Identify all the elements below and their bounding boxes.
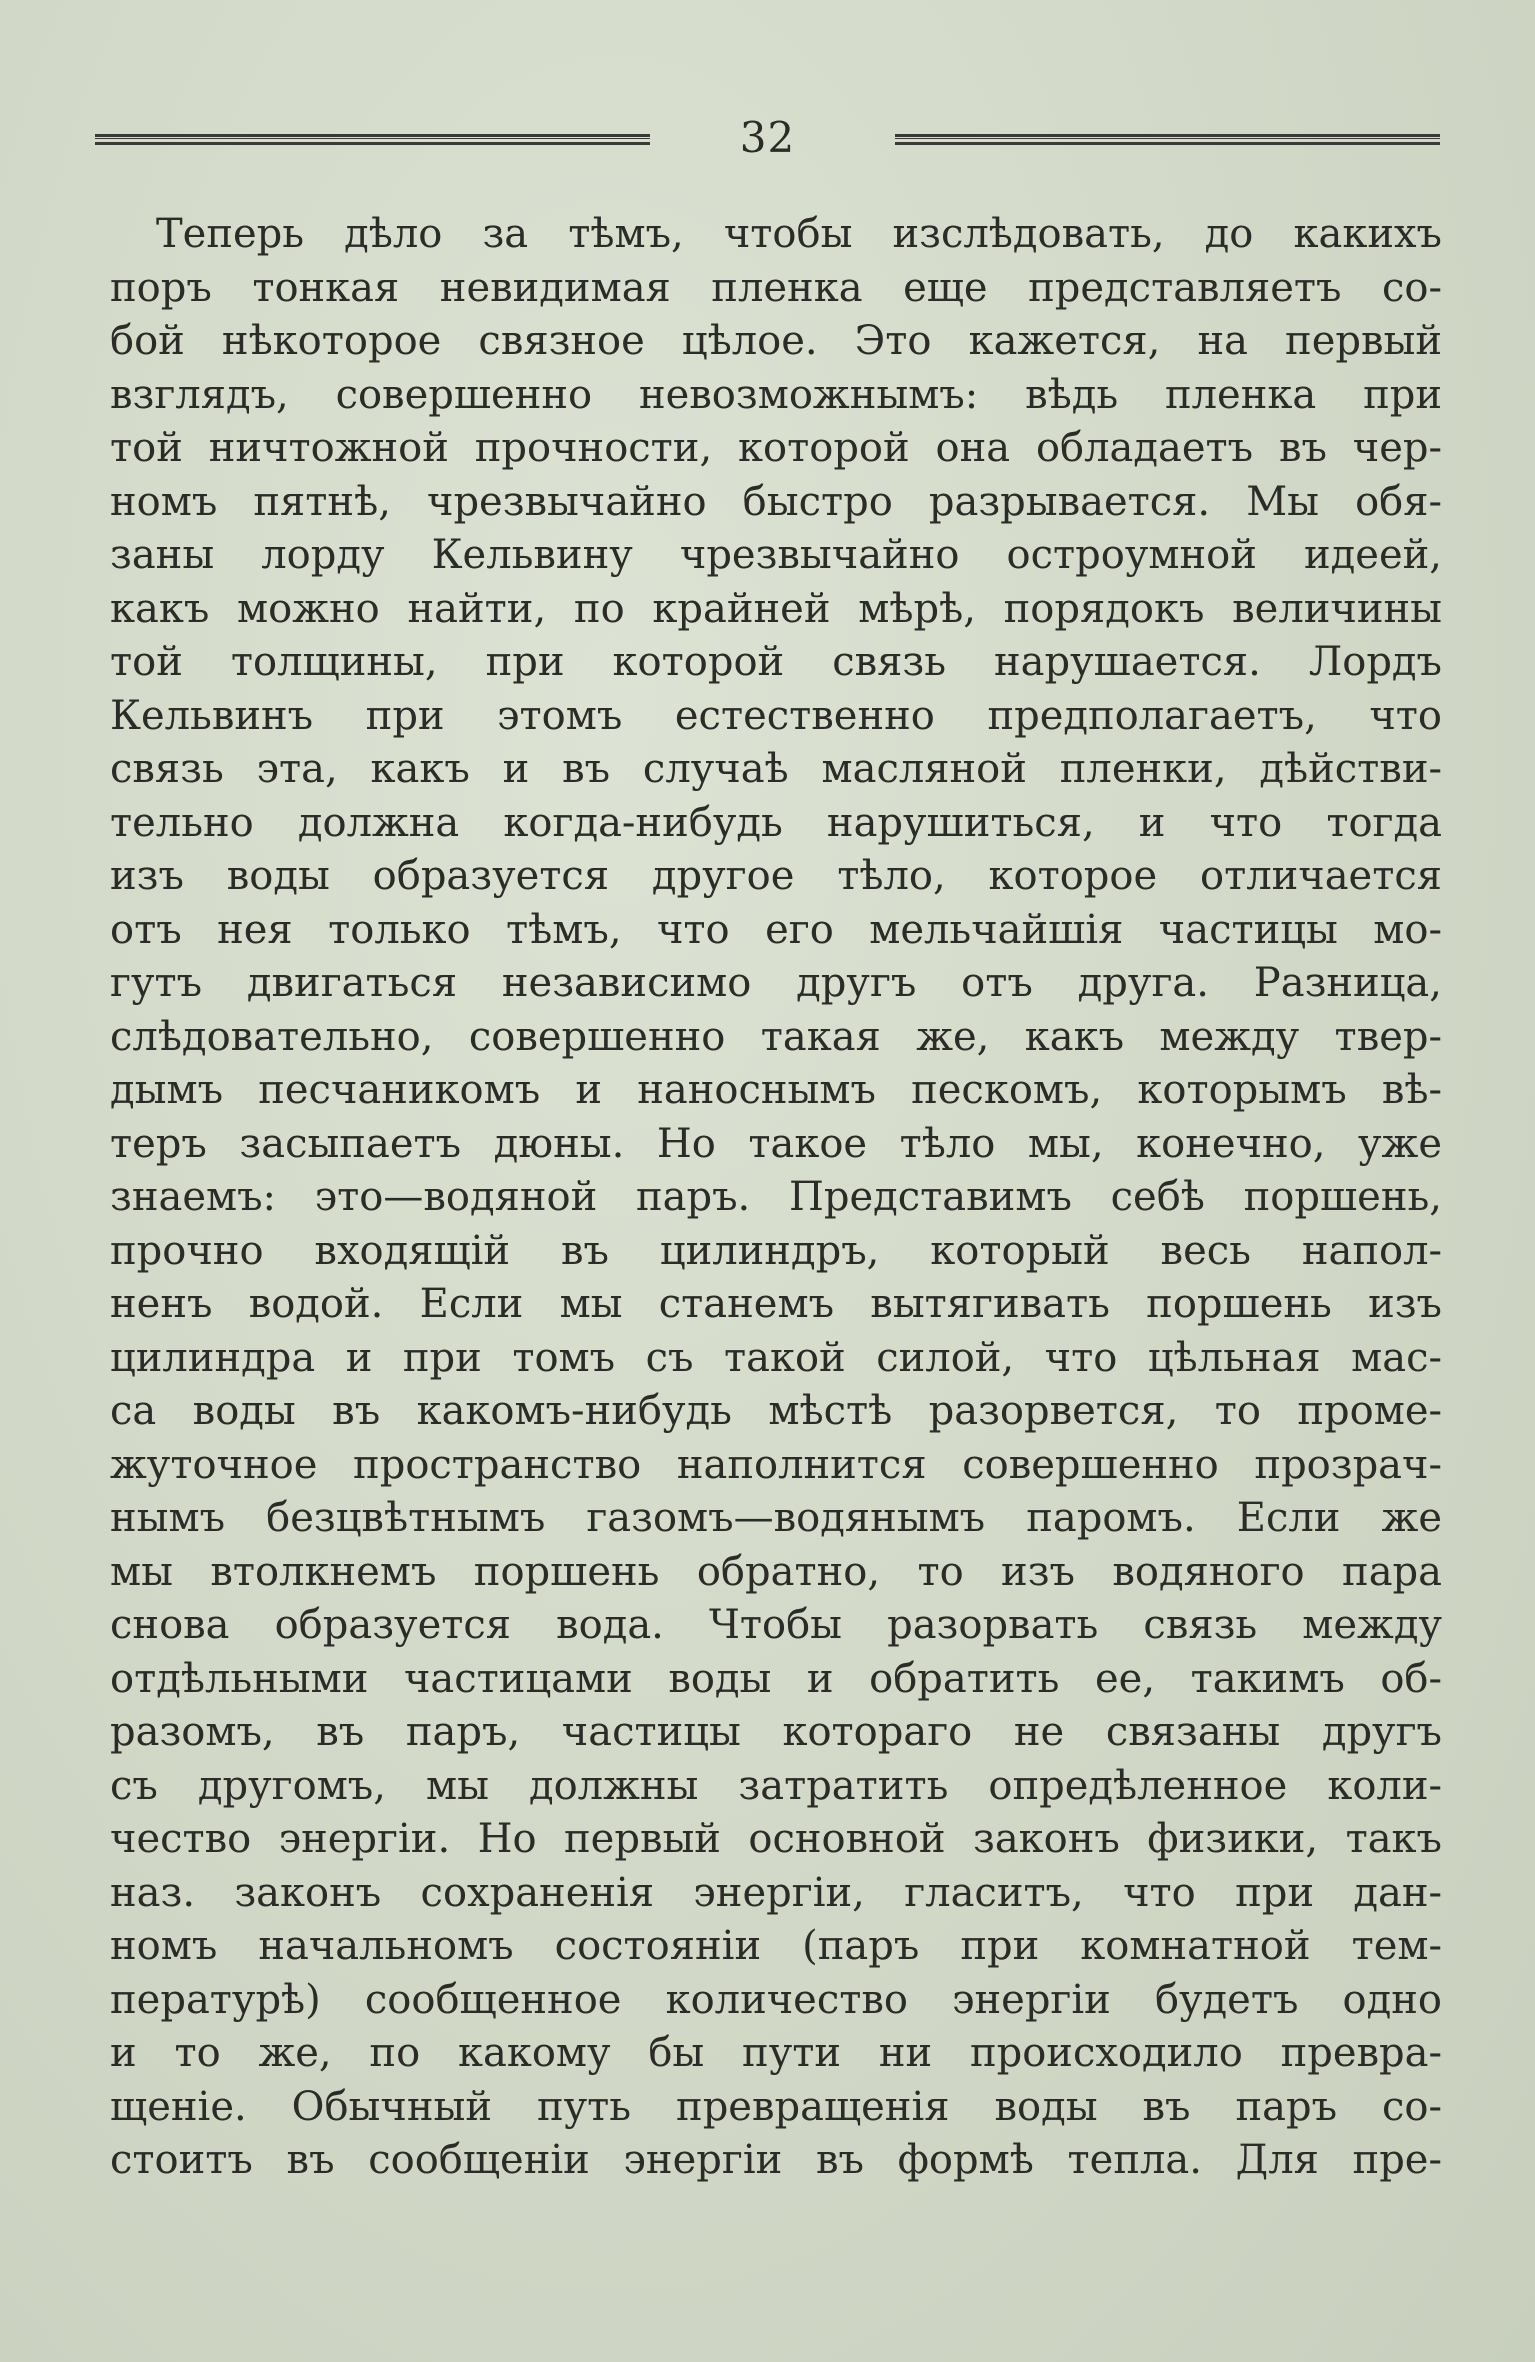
text-line: гутъ двигаться независимо другъ отъ друга. Разница,: [110, 960, 1442, 1006]
page-header: [95, 108, 1440, 168]
text-line: той толщины, при которой связь нарушается. Лордъ: [110, 639, 1442, 685]
text-line: той ничтожной прочности, которой она обладаетъ въ чер-: [110, 425, 1442, 471]
text-line: ненъ водой. Если мы станемъ вытягивать поршень изъ: [110, 1281, 1442, 1327]
text-line: номъ пятнѣ, чрезвычайно быстро разрывается. Мы обя-: [110, 478, 1442, 525]
page-number: 32: [739, 113, 796, 162]
text-line: щеніе. Обычный путь превращенія воды въ паръ со-: [110, 2083, 1442, 2130]
text-line: цилиндра и при томъ съ такой силой, что цѣльная мас-: [110, 1334, 1442, 1381]
text-line: изъ воды образуется другое тѣло, которое отличается: [110, 853, 1442, 899]
text-line: отдѣльными частицами воды и обратить ее, такимъ об-: [110, 1655, 1442, 1702]
text-line: съ другомъ, мы должны затратить опредѣленное коли-: [110, 1762, 1442, 1809]
header-rule-right: [895, 134, 1440, 145]
text-line: мы втолкнемъ поршень обратно, то изъ водяного пара: [110, 1548, 1442, 1595]
text-line: чество энергіи. Но первый основной законъ физики, такъ: [110, 1816, 1442, 1862]
text-line: тельно должна когда-нибудь нарушиться, и что тогда: [110, 799, 1442, 846]
text-line: связь эта, какъ и въ случаѣ масляной пленки, дѣйстви-: [110, 746, 1442, 792]
text-line: взглядъ, совершенно невозможнымъ: вѣдь пленка при: [110, 371, 1442, 418]
text-line: пературѣ) сообщенное количество энергіи будетъ одно: [110, 1976, 1442, 2023]
text-line: снова образуется вода. Чтобы разорвать связь между: [110, 1602, 1442, 1648]
text-line: отъ нея только тѣмъ, что его мельчайшія частицы мо-: [110, 906, 1442, 953]
text-line: бой нѣкоторое связное цѣлое. Это кажется, на первый: [110, 318, 1442, 364]
text-line: са воды въ какомъ-нибудь мѣстѣ разорвется, то проме-: [110, 1388, 1442, 1434]
text-line: нымъ безцвѣтнымъ газомъ—водянымъ паромъ. Если же: [110, 1495, 1442, 1541]
text-line: теръ засыпаетъ дюны. Но такое тѣло мы, конечно, уже: [110, 1120, 1442, 1167]
text-line: поръ тонкая невидимая пленка еще представляетъ со-: [110, 264, 1442, 311]
text-line: жуточное пространство наполнится совершенно прозрач-: [110, 1441, 1442, 1488]
text-line: слѣдовательно, совершенно такая же, какъ между твер-: [110, 1013, 1442, 1060]
text-line: заны лорду Кельвину чрезвычайно остроумной идеей,: [110, 532, 1442, 578]
text-line: дымъ песчаникомъ и наноснымъ пескомъ, которымъ вѣ-: [110, 1067, 1442, 1113]
text-line: наз. законъ сохраненія энергіи, гласитъ, что при дан-: [110, 1869, 1442, 1916]
text-line: номъ начальномъ состояніи (паръ при комнатной тем-: [110, 1923, 1442, 1969]
text-line: стоитъ въ сообщеніи энергіи въ формѣ тепла. Для пре-: [110, 2137, 1442, 2183]
text-line: и то же, по какому бы пути ни происходило превра-: [110, 2030, 1442, 2076]
text-line: какъ можно найти, по крайней мѣрѣ, порядокъ величины: [110, 585, 1442, 632]
text-line: знаемъ: это—водяной паръ. Представимъ себѣ поршень,: [110, 1174, 1442, 1220]
text-line: прочно входящій въ цилиндръ, который весь напол-: [110, 1227, 1442, 1274]
text-line: Кельвинъ при этомъ естественно предполагаетъ, что: [110, 692, 1442, 739]
body-text: [110, 208, 1442, 2188]
text-line: разомъ, въ паръ, частицы котораго не связаны другъ: [110, 1709, 1442, 1755]
text-line: Теперь дѣло за тѣмъ, чтобы изслѣдовать, до какихъ: [156, 211, 1442, 257]
